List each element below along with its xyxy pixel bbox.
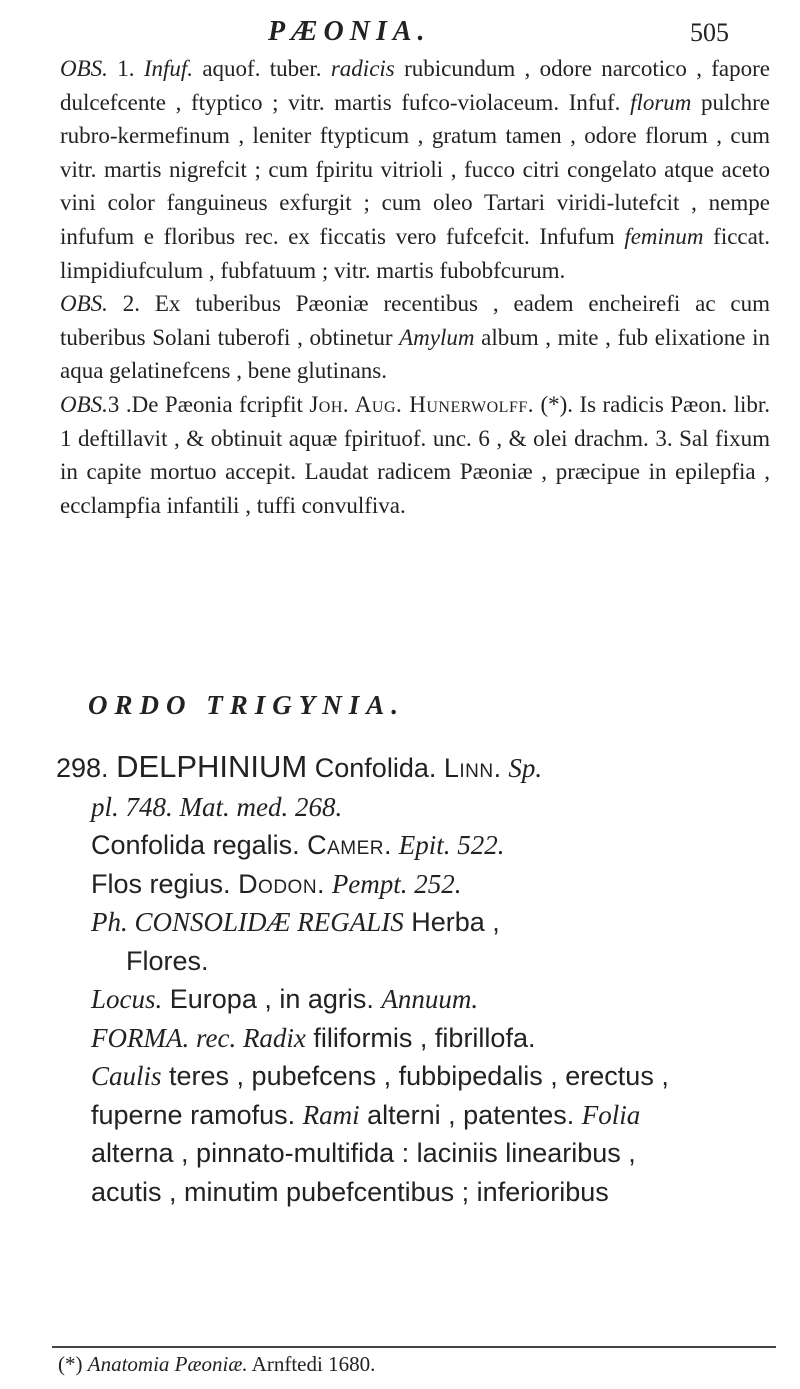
species-name: Confolida. (307, 753, 444, 783)
entry-line (56, 980, 756, 1019)
obs-1-text: feminum (624, 223, 704, 249)
genus-name: DELPHINIUM (116, 749, 308, 784)
field-label: Locus. (91, 984, 163, 1014)
entry-line: Flores. (126, 945, 209, 976)
obs-1-text: Infuf. (143, 56, 194, 81)
obs-1-text: florum (630, 89, 692, 115)
entry-line (56, 1057, 756, 1096)
observations-text (60, 52, 770, 522)
obs-2-text: album , mite , fub elixatione in aqua gelatinefcens , bene glutinans. (60, 324, 770, 384)
footnote-mark: (*) (58, 1352, 88, 1376)
obs-2-label: OBS. (60, 291, 108, 317)
obs-1-text: rubicundum , odore narcotico , fapore dulcefcente , ftyptico ; vitr. martis fufco-violaceum. Infuf. (60, 56, 771, 115)
entry-text: fuperne ramofus. (91, 1099, 303, 1130)
entry-line: pl. 748. Mat. med. 268. (91, 791, 343, 822)
field-label: Rami (302, 1099, 360, 1130)
obs-1-label: OBS. (60, 56, 108, 81)
pharmacopoeia-name: Ph. CONSOLIDÆ REGALIS (91, 907, 404, 937)
obs-1-text: ficcat. limpidiufculum , fubfatuum ; vitr. martis fubobfcurum. (60, 223, 770, 283)
entry-line: acutis , minutim pubefcentibus ; inferioribus (91, 1176, 609, 1207)
obs-3-paragraph (60, 388, 770, 522)
obs-1-text: radicis (330, 56, 395, 81)
obs-2-text: 2. Ex tuberibus Pæoniæ recentibus , eadem encheirefi ac cum tuberibus Solani tuberofi , obtinetur (60, 291, 770, 350)
entry-line (56, 903, 756, 942)
field-label: Caulis (91, 1061, 162, 1091)
entry-text: filiformis , fibrillofa. (305, 1022, 536, 1053)
obs-2-text: Amylum (399, 324, 475, 350)
footnote-title: Anatomia Pæoniæ. (87, 1352, 248, 1376)
reference-text: Sp. (501, 753, 543, 783)
entry-text: Herba , (403, 907, 500, 937)
species-entry (56, 748, 756, 1211)
author-citation: Linn. (443, 753, 502, 783)
entry-line: alterna , pinnato-multifida : laciniis linearibus , (91, 1138, 636, 1168)
running-title: PÆONIA. (268, 16, 431, 47)
entry-line (56, 865, 756, 904)
obs-1-text: aquof. tuber. (193, 56, 331, 81)
obs-3-author: Joh. Aug. Hunerwolff. (309, 391, 534, 417)
author-citation: Dodon. (238, 868, 326, 899)
reference-text: Pempt. 252. (325, 868, 462, 899)
field-label: Folia (581, 1099, 641, 1130)
author-citation: Camer. (307, 830, 393, 860)
field-label: FORMA. rec. Radix (91, 1022, 306, 1053)
footnote (58, 1352, 375, 1377)
entry-line (56, 826, 756, 865)
obs-3-text: (*). Is radicis Pæon. libr. 1 deftillavit , & obtinuit aquæ fpirituof. unc. 6 , & olei drachm. 3. Sal fixum in capite mortuo accepit. Laudat radicem Pæoniæ , præcipue in epilepfia , ecclampfia infantili , tuffi convulfiva. (60, 391, 770, 518)
entry-text: teres , pubefcens , fubbipedalis , erectus , (161, 1061, 669, 1091)
reference-text: Epit. 522. (392, 830, 505, 860)
entry-line (56, 1096, 756, 1135)
entry-text: alterni , patentes. (359, 1099, 582, 1130)
obs-1-number: 1. (107, 56, 144, 81)
entry-line (56, 1019, 756, 1058)
page-number: 505 (690, 18, 729, 47)
entry-number: 298. (56, 753, 117, 783)
entry-text: Europa , in agris. (162, 984, 382, 1014)
footnote-text: Arnftedi 1680. (247, 1352, 376, 1376)
footnote-divider (52, 1346, 776, 1348)
obs-1-paragraph (60, 52, 770, 287)
obs-3-label: OBS. (60, 391, 108, 417)
entry-text: Annuum. (381, 984, 479, 1014)
obs-2-paragraph (60, 287, 770, 388)
entry-line (56, 748, 756, 788)
obs-3-text: 3 .De Pæonia fcripfit (107, 391, 310, 417)
synonym-text: Flos regius. (91, 868, 239, 899)
running-head (0, 12, 800, 52)
synonym-text: Confolida regalis. (91, 830, 308, 860)
obs-1-text: pulchre rubro-kermefinum , leniter ftypticum , gratum tamen , odore florum , cum vitr. martis nigrefcit ; cum fpiritu vitrioli , fucco citri congelato atque aceto vini color fanguineus exfurgit ; cum oleo Tartari viridi-lutefcit , nempe infufum e floribus rec. ex ficcatis vero fufcefcit. Infufum (60, 89, 771, 249)
section-heading-ordo: ORDO TRIGYNIA. (88, 690, 406, 720)
